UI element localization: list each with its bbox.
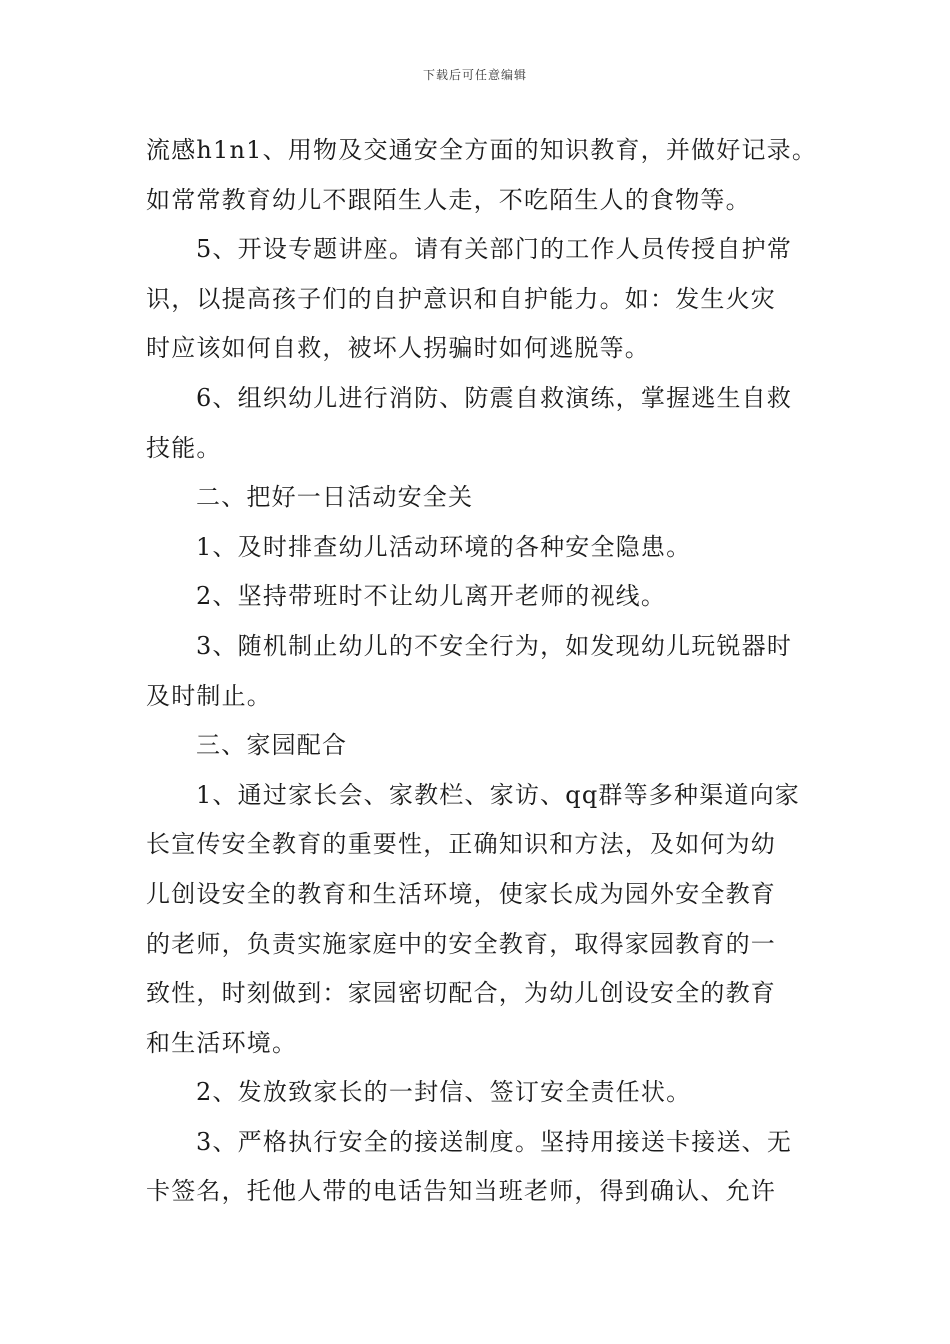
text-line: 时应该如何自救，被坏人拐骗时如何逃脱等。 <box>146 334 650 363</box>
text-line: 儿创设安全的教育和生活环境，使家长成为园外安全教育 <box>146 879 776 908</box>
text-line: 的老师，负责实施家庭中的安全教育，取得家园教育的一 <box>146 929 776 958</box>
text-line: 长宣传安全教育的重要性，正确知识和方法，及如何为幼 <box>146 830 776 859</box>
text-line: 1、通过家长会、家教栏、家访、qq群等多种渠道向家 <box>196 780 800 809</box>
page-header: 下载后可任意编辑 <box>422 68 527 82</box>
text-line: 及时制止。 <box>146 681 272 710</box>
text-line: 流感h1n1、用物及交通安全方面的知识教育，并做好记录。 <box>146 136 818 164</box>
text-line: 致性，时刻做到：家园密切配合，为幼儿创设安全的教育 <box>146 979 776 1008</box>
text-line: 卡签名，托他人带的电话告知当班老师，得到确认、允许 <box>146 1177 776 1206</box>
text-line: 和生活环境。 <box>146 1028 298 1057</box>
text-line: 3、随机制止幼儿的不安全行为，如发现幼儿玩锐器时 <box>196 631 793 660</box>
text-line: 3、严格执行安全的接送制度。坚持用接送卡接送、无 <box>196 1127 793 1156</box>
text-line: 如常常教育幼儿不跟陌生人走，不吃陌生人的食物等。 <box>146 185 751 214</box>
text-line: 识，以提高孩子们的自护意识和自护能力。如：发生火灾 <box>146 284 776 313</box>
text-line: 2、坚持带班时不让幼儿离开老师的视线。 <box>196 582 667 611</box>
text-line: 1、及时排查幼儿活动环境的各种安全隐患。 <box>196 532 692 561</box>
document-body <box>146 126 818 1217</box>
section-heading: 三、家园配合 <box>196 731 348 760</box>
text-line: 技能。 <box>146 433 222 462</box>
text-line: 6、组织幼儿进行消防、防震自救演练，掌握逃生自救 <box>196 383 793 412</box>
section-heading: 二、把好一日活动安全关 <box>196 483 474 512</box>
text-line: 5、开设专题讲座。请有关部门的工作人员传授自护常 <box>196 235 793 264</box>
text-line: 2、发放致家长的一封信、签订安全责任状。 <box>196 1078 692 1107</box>
